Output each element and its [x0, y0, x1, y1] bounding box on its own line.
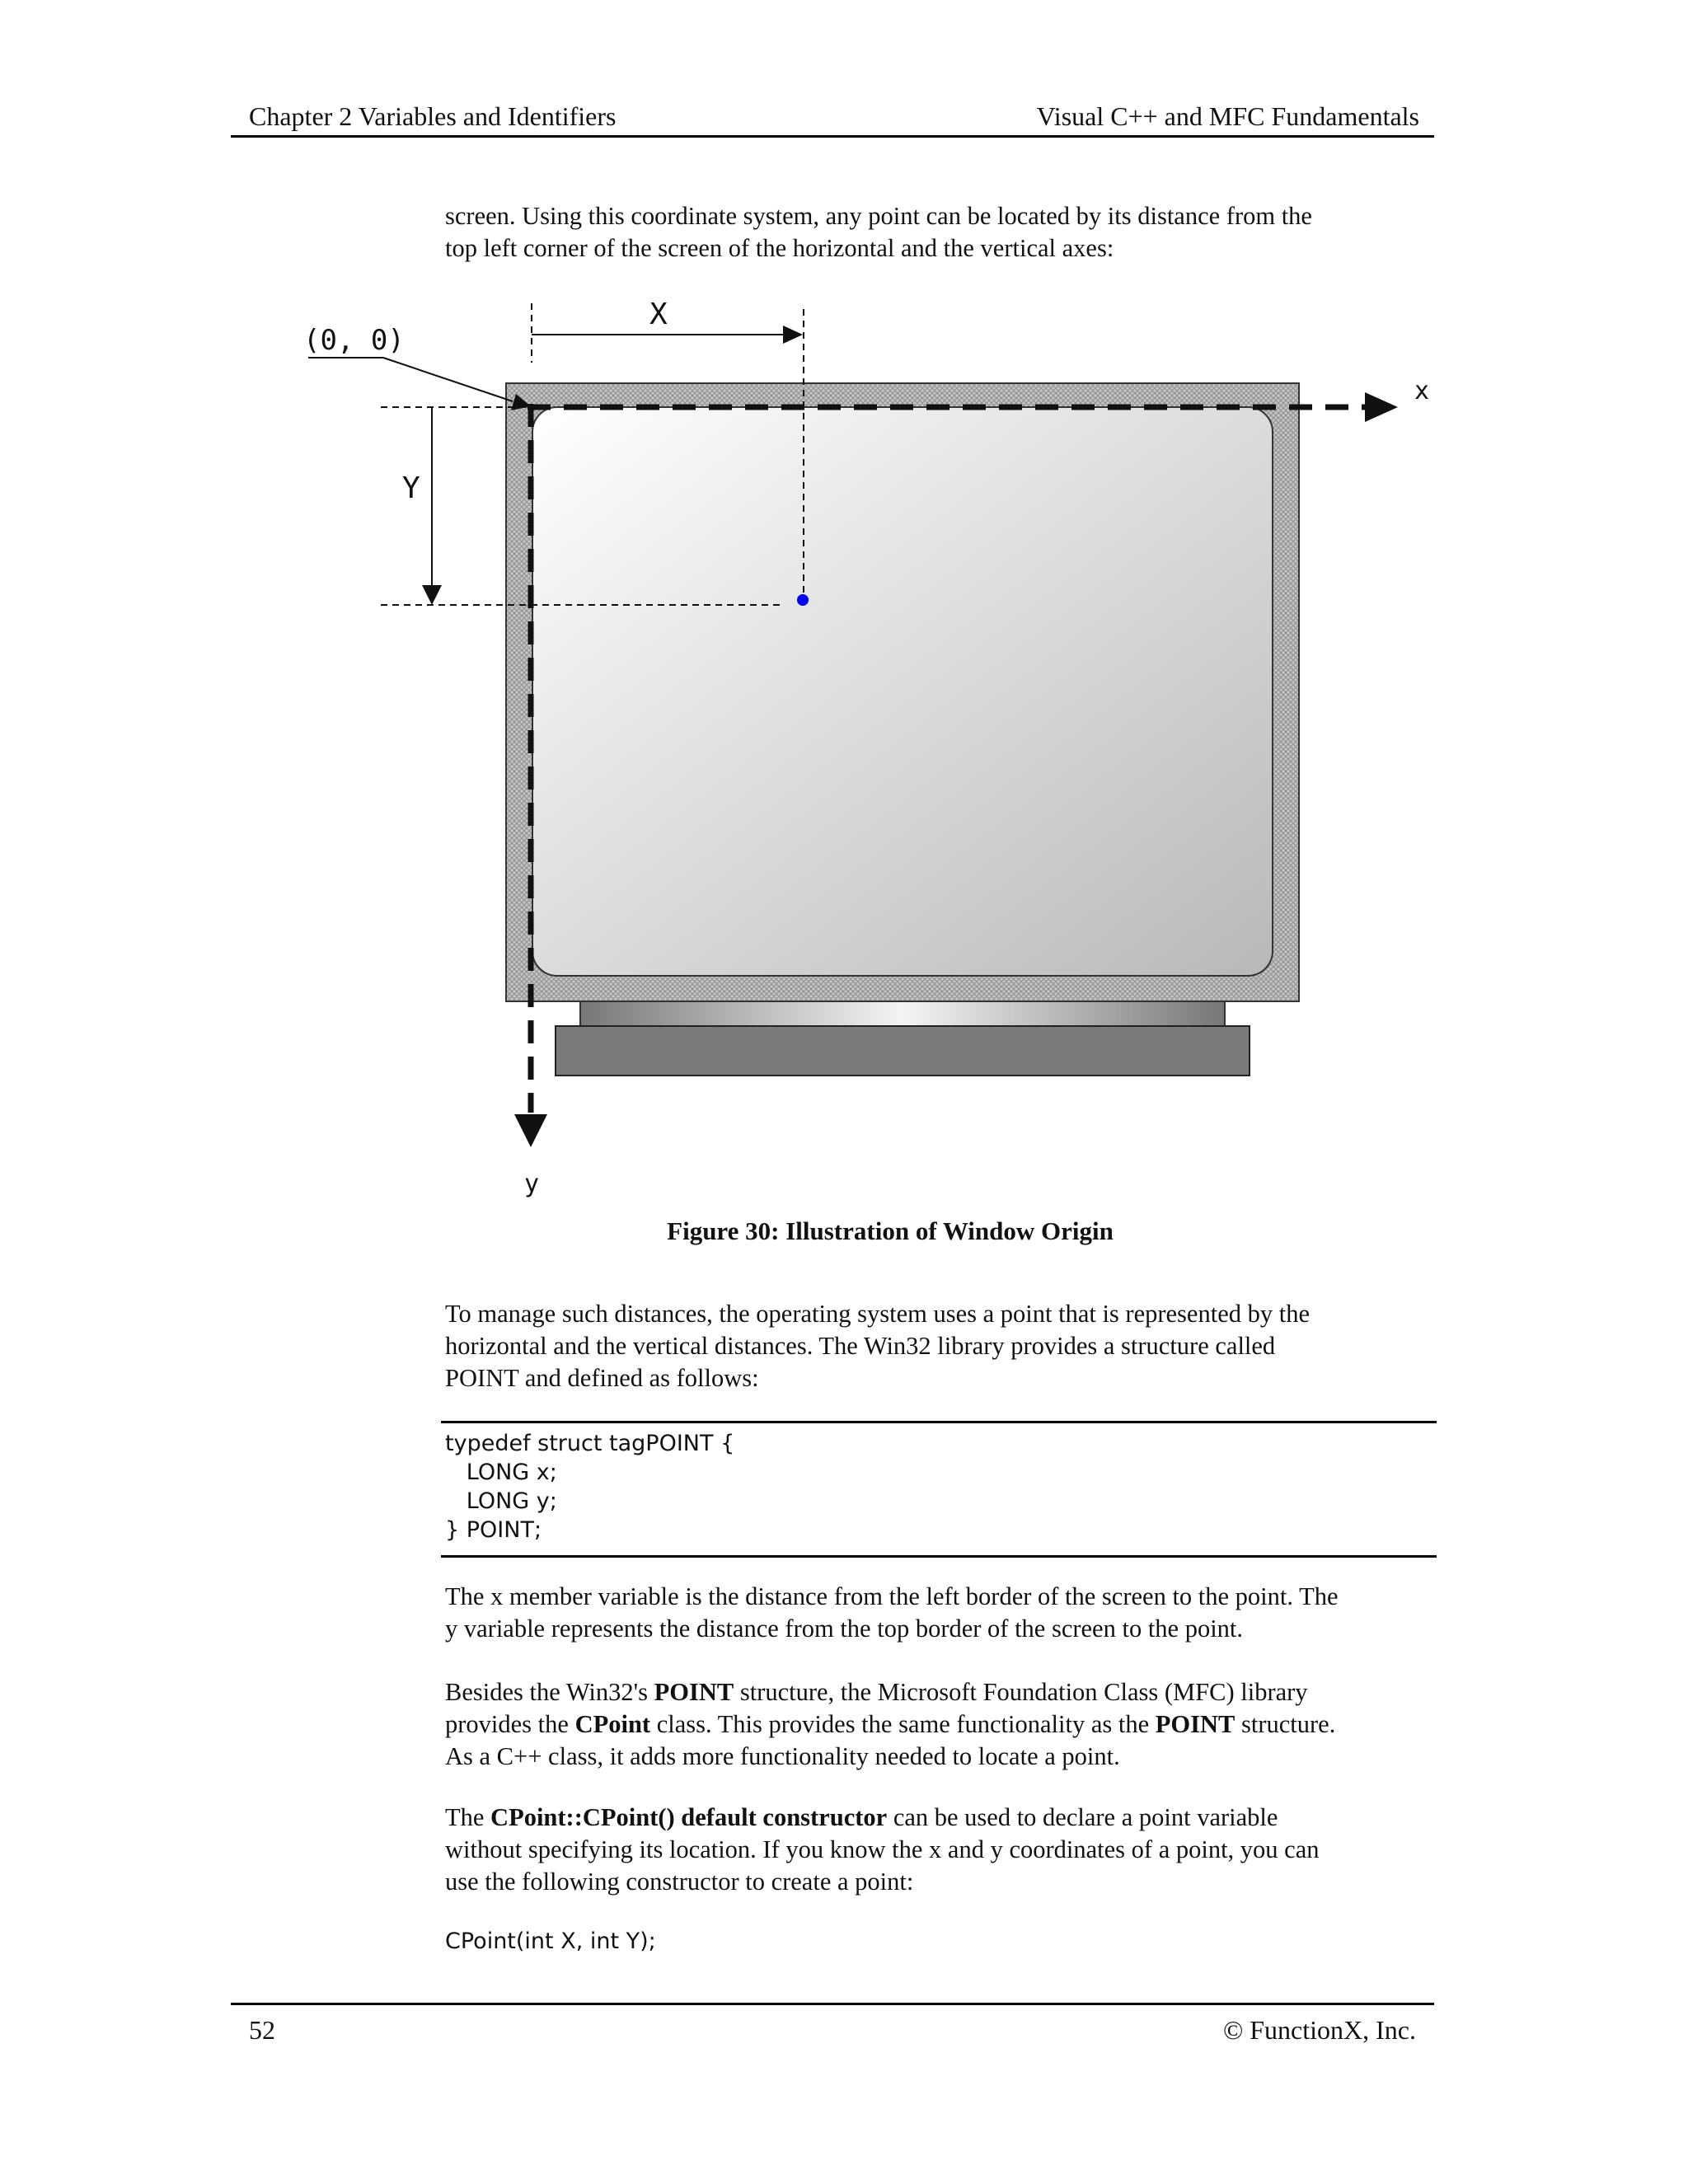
para4-text: can be used to declare a point variable: [887, 1803, 1278, 1831]
x-axis-arrowhead: [1365, 392, 1398, 422]
origin-label: (0, 0): [303, 324, 405, 357]
intro-line-1: screen. Using this coordinate system, any point can be located by its distance from the: [445, 202, 1312, 230]
para4-text: The: [445, 1803, 491, 1831]
y-axis-arrowhead: [514, 1114, 547, 1147]
constructor-paragraph: [445, 1802, 1432, 1898]
monitor-screen: [532, 407, 1273, 976]
para3-text: structure.: [1235, 1710, 1336, 1738]
header-book-title: Visual C++ and MFC Fundamentals: [1036, 101, 1419, 131]
code-line-2: LONG x;: [445, 1460, 557, 1485]
code-line-1: typedef struct tagPOINT {: [445, 1431, 735, 1456]
y-dimension-arrowhead: [422, 585, 442, 605]
para2-line-2: y variable represents the distance from the top border of the screen to the point.: [445, 1615, 1244, 1643]
copyright: © FunctionX, Inc.: [1222, 2015, 1416, 2045]
para2-line-1: The x member variable is the distance from the left border of the screen to the point. The: [445, 1582, 1339, 1610]
point-keyword: POINT: [1155, 1710, 1236, 1738]
cpoint-constructor-code: CPoint(int X, int Y);: [445, 1929, 656, 1954]
point-struct-code-block: [441, 1421, 1437, 1558]
para3-text: Besides the Win32's: [445, 1678, 654, 1706]
sample-point: [797, 594, 809, 606]
para3-text: class. This provides the same functionality as the: [650, 1710, 1156, 1738]
x-distance-label: X: [649, 298, 668, 331]
cpoint-keyword: CPoint: [574, 1710, 651, 1738]
page-number: 52: [249, 2015, 275, 2045]
members-paragraph: [445, 1581, 1432, 1645]
points-intro-paragraph: [445, 1298, 1432, 1394]
code-line-4: } POINT;: [445, 1517, 542, 1543]
para1-line-3: POINT and defined as follows:: [445, 1364, 759, 1392]
x-dimension-arrowhead: [783, 326, 803, 344]
header-chapter: Chapter 2 Variables and Identifiers: [249, 101, 617, 131]
x-axis-label: x: [1414, 377, 1430, 405]
para3-text: As a C++ class, it adds more functionality needed to locate a point.: [445, 1742, 1120, 1770]
figure-caption: Figure 30: Illustration of Window Origin: [667, 1216, 1114, 1245]
page-footer: [231, 2003, 1434, 2055]
monitor-neck: [580, 1001, 1225, 1026]
para3-text: provides the: [445, 1710, 575, 1738]
y-distance-label: Y: [402, 471, 420, 505]
para4-text: use the following constructor to create a point:: [445, 1868, 914, 1896]
origin-pointer-line: [383, 358, 513, 401]
para4-text: without specifying its location. If you know the x and y coordinates of a point, you can: [445, 1835, 1320, 1863]
para1-line-2: horizontal and the vertical distances. The Win32 library provides a structure called: [445, 1332, 1276, 1360]
default-constructor-keyword: CPoint::CPoint() default constructor: [490, 1803, 888, 1831]
para3-text: structure, the Microsoft Foundation Class (MFC) library: [734, 1678, 1308, 1706]
para1-line-1: To manage such distances, the operating system uses a point that is represented by the: [445, 1300, 1310, 1328]
code-line-3: LONG y;: [445, 1488, 557, 1514]
intro-line-2: top left corner of the screen of the horizontal and the vertical axes:: [445, 234, 1114, 262]
cpoint-class-paragraph: [445, 1676, 1432, 1773]
monitor-base: [556, 1026, 1250, 1076]
point-keyword: POINT: [654, 1678, 734, 1706]
y-axis-label: y: [524, 1169, 540, 1198]
